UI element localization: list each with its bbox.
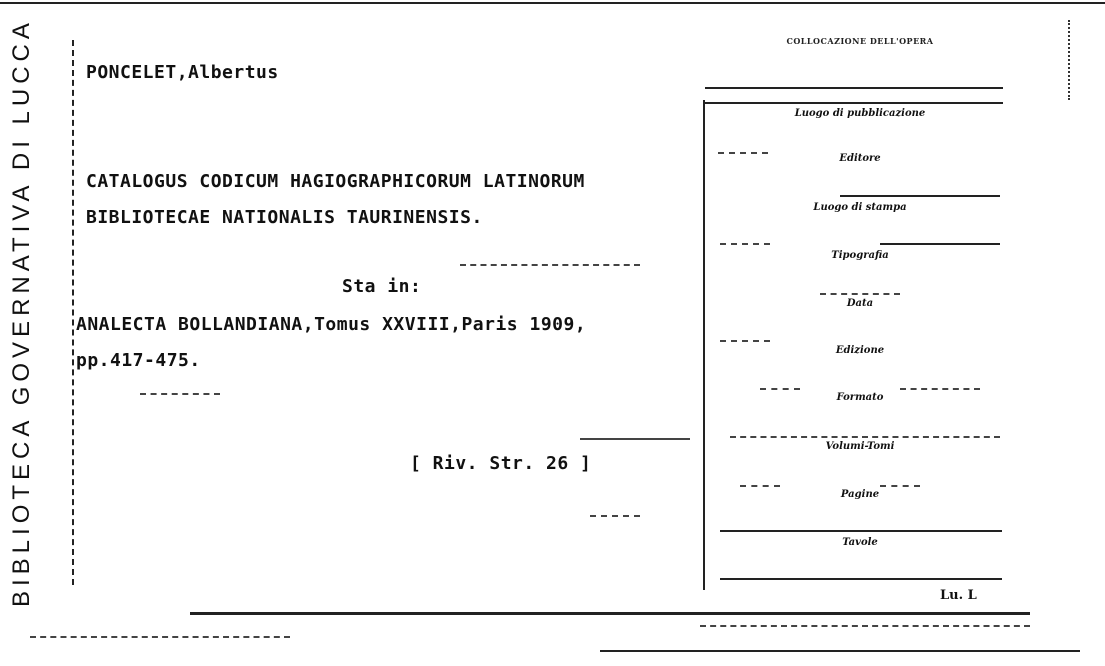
field-tavole: Tavole — [842, 537, 878, 548]
form-dash — [730, 436, 1000, 438]
author-name: PONCELET,Albertus — [86, 62, 279, 83]
title-line-2: BIBLIOTECAE NATIONALIS TAURINENSIS. — [86, 207, 483, 228]
bottom-rule — [190, 612, 1030, 615]
sta-in-label: Sta in: — [342, 276, 422, 297]
field-luogo-pubblicazione: Luogo di pubblicazione — [794, 108, 926, 119]
form-dash — [880, 485, 920, 487]
form-dash — [900, 388, 980, 390]
form-rule — [705, 87, 1003, 89]
card-top-edge — [0, 2, 1105, 10]
field-formato: Formato — [836, 392, 884, 403]
form-heading: COLLOCAZIONE DELL'OPERA — [786, 36, 934, 46]
field-volumi-tomi: Volumi-Tomi — [825, 441, 895, 452]
bottom-dash — [700, 625, 1030, 627]
title-line-1: CATALOGUS CODICUM HAGIOGRAPHICORUM LATINORUM — [86, 171, 585, 192]
bottom-rule — [600, 650, 1080, 652]
field-data: Data — [846, 298, 874, 309]
bottom-mark: Lu. L — [940, 588, 977, 603]
stray-dash — [460, 264, 640, 266]
form-rule — [840, 195, 1000, 197]
form-rule — [720, 578, 1002, 580]
stray-dash — [140, 393, 220, 395]
form-dash — [760, 388, 800, 390]
form-dash — [820, 293, 900, 295]
field-luogo-stampa: Luogo di stampa — [813, 202, 907, 213]
source-line-1: ANALECTA BOLLANDIANA,Tomus XXVIII,Paris 1909, — [76, 314, 587, 335]
bottom-dash — [30, 636, 290, 638]
form-dash — [740, 485, 780, 487]
library-name: BIBLIOTECA GOVERNATIVA DI LUCCA — [8, 18, 35, 607]
form-dash — [720, 243, 770, 245]
margin-rule — [72, 40, 74, 585]
stray-dash — [590, 515, 640, 517]
shelfmark: [ Riv. Str. 26 ] — [410, 453, 592, 474]
field-editore: Editore — [839, 153, 881, 164]
form-rule — [720, 530, 1002, 532]
source-line-2: pp.417-475. — [76, 350, 201, 371]
field-pagine: Pagine — [840, 489, 880, 500]
card-right-edge — [1068, 20, 1070, 100]
form-dash — [720, 340, 770, 342]
form-rule — [880, 243, 1000, 245]
field-edizione: Edizione — [835, 345, 885, 356]
stray-dash — [580, 438, 690, 440]
field-tipografia: Tipografia — [831, 250, 889, 261]
form-rule — [705, 102, 1003, 104]
